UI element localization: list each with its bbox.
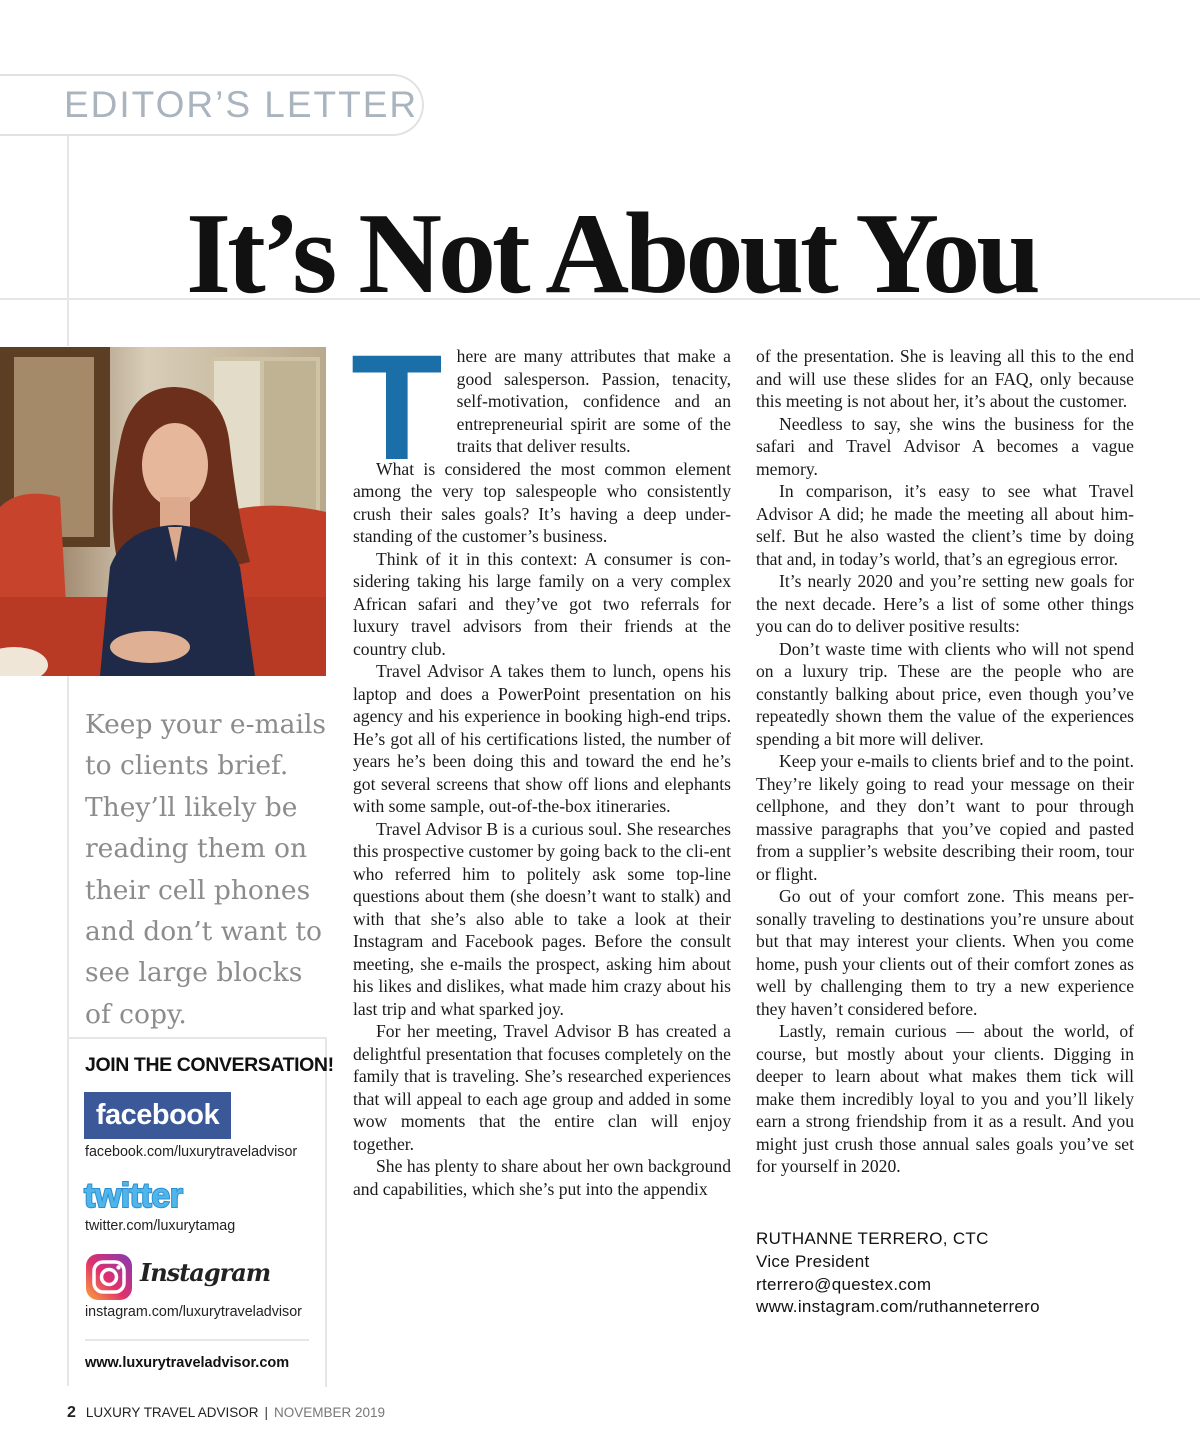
twitter-logo-icon[interactable]: twitter <box>84 1177 183 1215</box>
paragraph: What is considered the most common element among the very top salespeople who consistently crush their sales goals? It’s having a deep under-standing of the customer’s business. <box>353 458 731 546</box>
author-instagram[interactable]: www.instagram.com/ruthanneterrero <box>756 1297 1040 1317</box>
author-role: Vice President <box>756 1251 870 1271</box>
paragraph: In comparison, it’s easy to see what Travel Advisor A did; he made the meeting all about him-self. But he also wasted the client’s time by doing that and, in today’s world, that’s an egregious error. <box>756 481 1134 569</box>
article-column-1 <box>351 323 731 1200</box>
issue-date: NOVEMBER 2019 <box>274 1405 386 1420</box>
join-title: JOIN THE CONVERSATION! <box>85 1054 334 1076</box>
drop-cap: T <box>351 323 443 491</box>
paragraph: Think of it in this context: A consumer is con-sidering taking his large family on a very complex African safari and they’ve got two referrals for luxury travel advisors from their friends at the country club. <box>353 548 731 659</box>
instagram-camera-icon[interactable] <box>85 1253 133 1301</box>
section-label: EDITOR’S LETTER <box>64 84 419 125</box>
facebook-url[interactable]: facebook.com/luxurytraveladvisor <box>85 1144 298 1160</box>
paragraph: Lastly, remain curious — about the world, of course, but mostly about your clients. Digging in deeper to learn about what makes them tick will make them incredibly loyal to you and you’ll likely earn a strong friendship from it as a result. And you might just crush those annual sales goals you’ve set for yourself in 2020. <box>756 1021 1134 1176</box>
instagram-wordmark: Instagram <box>140 1258 271 1287</box>
page-footer <box>67 1404 385 1422</box>
article-column-2 <box>756 345 1134 1178</box>
facebook-logo-icon[interactable]: facebook <box>84 1092 231 1139</box>
paragraph: It’s nearly 2020 and you’re setting new goals for the next decade. Here’s a list of some other things you can do to deliver positive results: <box>756 571 1134 636</box>
paragraph: Travel Advisor A takes them to lunch, opens his laptop and does a PowerPoint presentation on his agency and his experience in booking high-end trips. He’s got all of his certifications listed, the number of years he’s been doing this and toward the end he’s got several screens that show off lions and elephants with some sample, out-of-the-box itineraries. <box>353 661 731 816</box>
paragraph: She has plenty to share about her own background and capabilities, which she’s put into the appendix <box>353 1156 731 1199</box>
paragraph-text: here are many attributes that make a good salesperson. Passion, tenacity, self-motivation, confidence and an entrepreneurial spirit are some of the traits that deliver results. <box>456 346 731 456</box>
publication-name: LUXURY TRAVEL ADVISOR <box>85 1405 259 1420</box>
paragraph <box>351 323 731 491</box>
paragraph: Travel Advisor B is a curious soul. She researches this prospective customer by going back to the cli-ent who referred him to politely ask some top-line questions about them (she doesn’t want to stalk) and with that she’s also able to take a look at their Instagram and Facebook pages. Before the consult meeting, she e-mails the prospect, asking him about his likes and dislikes, what made him crazy about his last trip and what sparked joy. <box>353 818 731 1019</box>
paragraph: For her meeting, Travel Advisor B has created a delightful presentation that focuses completely on the family that is traveling. She’s researched experiences that will appeal to each age group and added in some wow moments that the entire clan will enjoy together. <box>353 1021 731 1154</box>
author-photo-illustration <box>0 347 326 676</box>
headline: It’s Not About You <box>186 190 1037 318</box>
signature-block <box>756 1228 1040 1319</box>
paragraph: Don’t waste time with clients who will not spend on a luxury trip. These are the people who are constantly balking about price, even though you’ve repeatedly shown them the value of the experiences spending a bit more will deliver. <box>756 638 1134 749</box>
join-divider <box>85 1339 309 1341</box>
vertical-rule-top <box>67 136 69 346</box>
pull-quote: Keep your e-mails to clients brief. They’ll likely be reading them on their cell phones and don’t want to see large blocks of copy. <box>85 709 327 1030</box>
website-url[interactable]: www.luxurytraveladvisor.com <box>85 1355 290 1371</box>
footer-separator: | <box>264 1405 268 1420</box>
author-name: RUTHANNE TERRERO, CTC <box>756 1229 989 1248</box>
author-email[interactable]: rterrero@questex.com <box>756 1274 932 1294</box>
instagram-url[interactable]: instagram.com/luxurytraveladvisor <box>85 1304 302 1320</box>
paragraph: Needless to say, she wins the business for the safari and Travel Advisor A becomes a vague memory. <box>756 413 1134 479</box>
twitter-url[interactable]: twitter.com/luxurytamag <box>85 1218 236 1234</box>
paragraph: Go out of your comfort zone. This means per-sonally traveling to destinations you’re unsure about but that may interest your clients. When you come home, push your clients out of their comfort zones as well by challenging them to try a new experience they haven’t considered before. <box>756 886 1134 1019</box>
paragraph: of the presentation. She is leaving all this to the end and will use these slides for an FAQ, only because this meeting is not about her, it’s about the customer. <box>756 346 1134 411</box>
paragraph: Keep your e-mails to clients brief and to the point. They’re likely going to read your message on their cellphone, and they don’t want to pour through massive paragraphs that you’ve copied and pasted from a supplier’s website describing their room, tour or flight. <box>756 751 1134 884</box>
author-photo <box>0 347 326 676</box>
page-number: 2 <box>67 1404 76 1421</box>
